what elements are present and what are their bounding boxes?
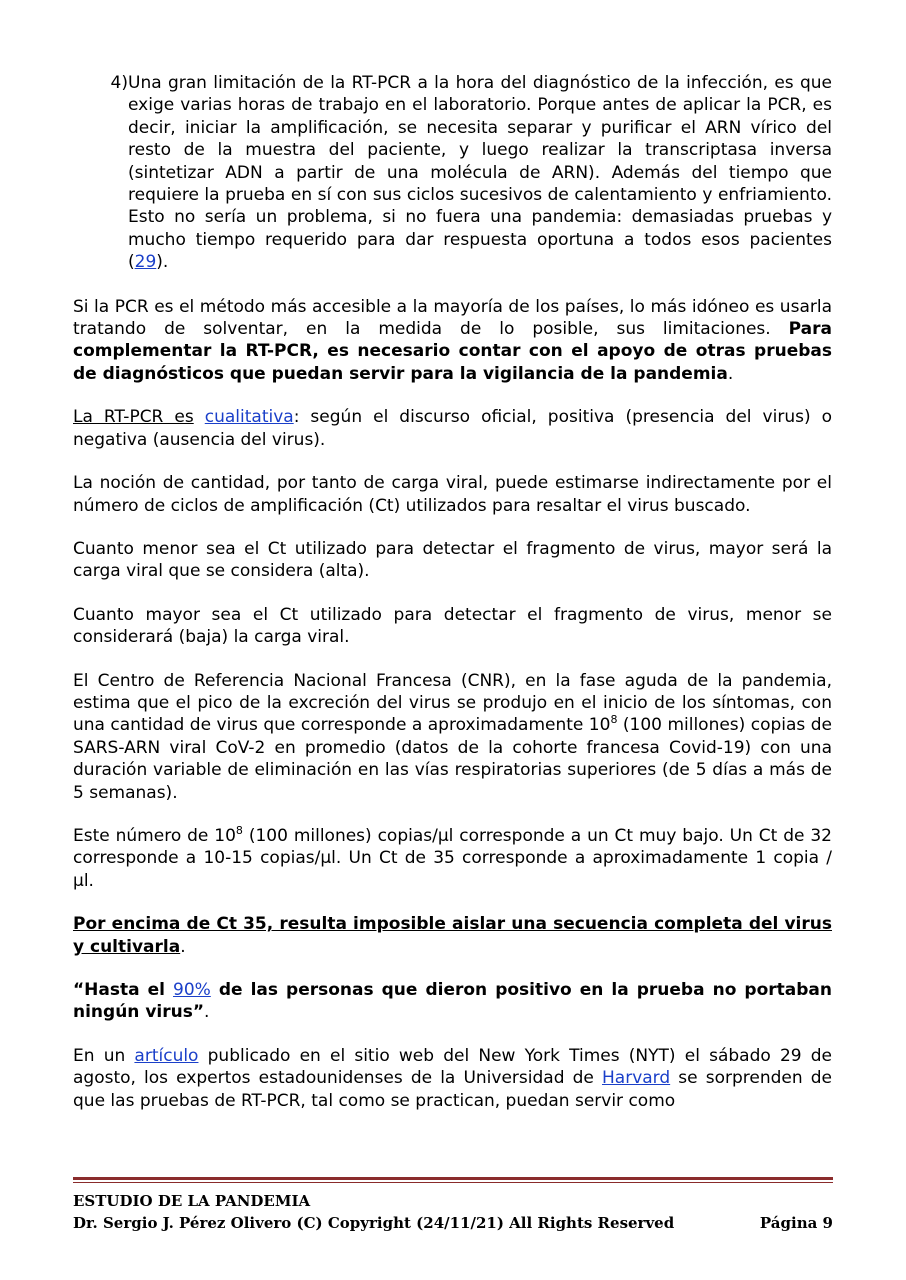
footer-copyright: Dr. Sergio J. Pérez Olivero (C) Copyright (24/11/21) All Rights Reserved (73, 1214, 675, 1232)
ninety-percent-link[interactable]: 90% (173, 980, 211, 1000)
paragraph-nyt: En un artículo publicado en el sitio web del New York Times (NYT) el sábado 29 de agosto, los expertos estadounidenses de la Universidad de Harvard se sorprenden de que las pruebas de RT-PCR, tal como se practican, puedan servir como (73, 1045, 832, 1111)
paragraph-ct-values: Este número de $10^8$ (100 millones) copias/µl corresponde a un Ct muy bajo. Un Ct de 32 corresponde a 10-15 copias/µl. Un Ct de 35 corresponde a aproximadamente 1 copia / µl. (73, 823, 833, 891)
paragraph-qualitative: La RT-PCR es cualitativa: según el discurso oficial, positiva (presencia del virus) o negativa (ausencia del virus). (73, 407, 833, 450)
articulo-link[interactable]: artículo (134, 1045, 199, 1066)
page-number: Página 9 (759, 1214, 833, 1232)
harvard-link[interactable]: Harvard (602, 1068, 671, 1089)
footer-title: ESTUDIO DE LA PANDEMIA (73, 1192, 311, 1210)
paragraph-viral-load: La noción de cantidad, por tanto de carga viral, puede estimarse indirectamente por el número de ciclos de amplificación (Ct) utilizados para resaltar el virus buscado. (73, 473, 832, 516)
paragraph-cnr: El Centro de Referencia Nacional Francesa (CNR), en la fase aguda de la pandemia, estima que el pico de la excreción del virus se produjo en el inicio de los síntomas, con una cantidad de virus que corresponde a aproximadamente $10^8$ (100 millones) copias de SARS-ARN viral CoV-2 en promedio (datos de la cohorte francesa Covid-19) con una duración variable de eliminación en las vías respiratorias superiores (de 5 días a más de 5 semanas). (73, 670, 832, 803)
page-footer (73, 1190, 833, 1234)
paragraph-ct35: Por encima de Ct 35, resulta imposible aislar una secuencia completa del virus y cultivarla. (73, 914, 832, 957)
paragraph-pcr-limitations: Si la PCR es el método más accesible a la mayoría de los países, lo más idóneo es usarla tratando de solventar, en la medida de lo posible, sus limitaciones. Para complementar la RT-PCR, es necesario contar con el apoyo de otras pruebas de diagnósticos que puedan servir para la vigilancia de la pandemia. (73, 296, 832, 384)
paragraph-quote: “Hasta el 90% de las personas que dieron positivo en la prueba no portaban ningún virus”. (73, 980, 832, 1023)
bold-underlined-statement: Por encima de Ct 35, resulta imposible aislar una secuencia completa del virus y cultivarla (73, 914, 832, 957)
footer-divider-thick (73, 1177, 833, 1180)
underlined-phrase: La RT-PCR es (73, 407, 194, 428)
bold-statement: Para complementar la RT-PCR, es necesario contar con el apoyo de otras pruebas de diagnósticos que puedan servir para la vigilancia de la pandemia (73, 319, 832, 384)
list-item-4 (73, 72, 832, 274)
footer-divider-thin (73, 1182, 833, 1183)
cualitativa-link[interactable]: cualitativa (204, 407, 294, 428)
list-item-text: Una gran limitación de la RT-PCR a la hora del diagnóstico de la infección, es que exige varias horas de trabajo en el laboratorio. Porque antes de aplicar la PCR, es decir, iniciar la amplificación, se necesita separar y purificar el ARN vírico del resto de la muestra del paciente, y luego realizar la transcriptasa inversa (sintetizar ADN a partir de una molécula de ARN). Además del tiempo que requiere la prueba en sí con sus ciclos sucesivos de calentamiento y enfriamiento. Esto no sería un problema, si no fuera una pandemia: demasiadas pruebas y mucho tiempo requerido para dar respuesta oportuna a todos esos pacientes (29). (128, 73, 832, 273)
paragraph-low-ct: Cuanto menor sea el Ct utilizado para detectar el fragmento de virus, mayor será la carga viral que se considera (alta). (73, 538, 832, 582)
document-body (73, 72, 832, 1133)
reference-link-29[interactable]: 29 (134, 252, 157, 273)
list-number: 4) (110, 73, 128, 93)
paragraph-high-ct: Cuanto mayor sea el Ct utilizado para detectar el fragmento de virus, menor se considerará (baja) la carga viral. (73, 604, 832, 648)
